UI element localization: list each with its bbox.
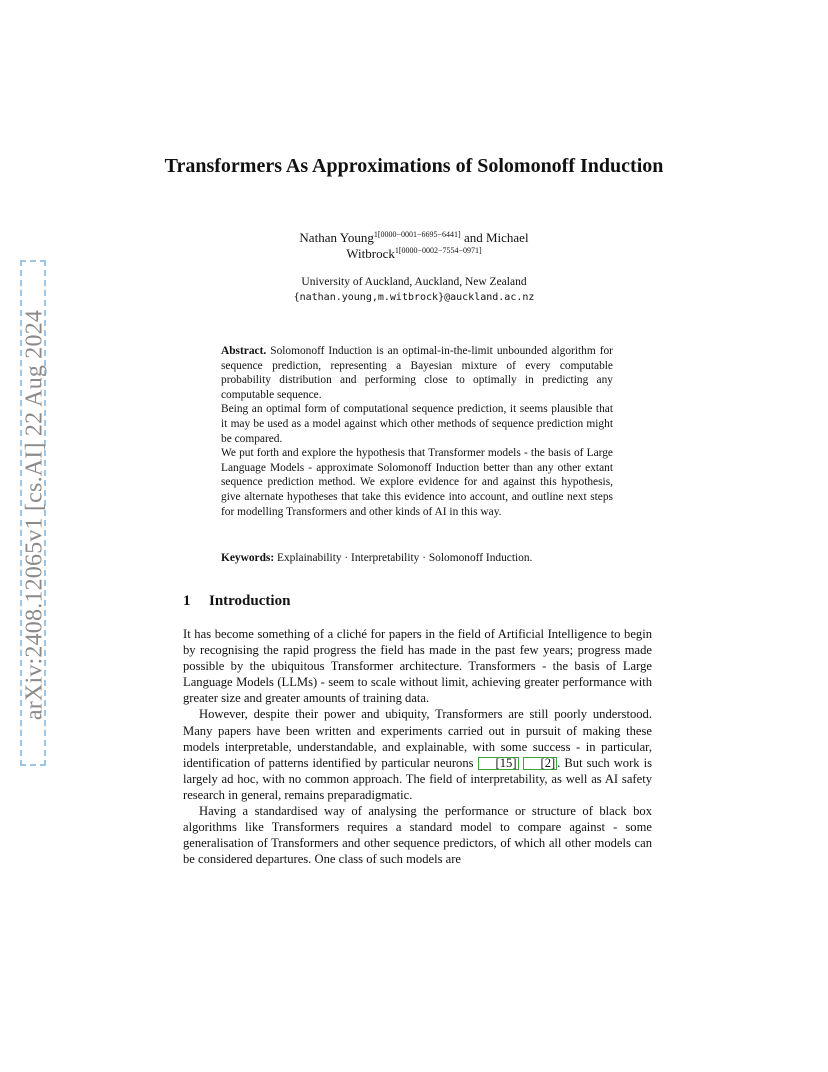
keywords	[221, 551, 613, 566]
author-connector: and Michael	[460, 230, 529, 245]
author-orcid: 1[0000−0001−6695−6441]	[373, 230, 461, 239]
arxiv-stamp	[20, 260, 46, 766]
abstract-paragraph: Solomonoff Induction is an optimal-in-the-limit unbounded algorithm for sequence prediction, representing a Bayesian mixture of every computable probability distribution and performing close to optimally in predicting any computable sequence.	[221, 345, 613, 401]
affiliation-institution: University of Auckland, Auckland, New Zealand	[301, 276, 527, 288]
section-title: Introduction	[209, 593, 291, 609]
body-paragraph	[183, 706, 652, 803]
section-number: 1	[183, 593, 191, 609]
affiliation	[200, 275, 628, 305]
citation-link[interactable]: [2]	[523, 757, 558, 770]
keywords-label: Keywords:	[221, 552, 275, 564]
author-email: {nathan.young,m.witbrock}@auckland.ac.nz	[293, 292, 535, 303]
body-text: . But such work is largely ad hoc, with no common approach. The field of interpretability, as well as AI safety research in general, remains preparadigmatic.	[183, 755, 652, 802]
paper-title: Transformers As Approximations of Solomonoff Induction	[164, 155, 664, 177]
abstract-paragraph: Being an optimal form of computational sequence prediction, it seems plausible that it may be used as a model against which other methods of sequence prediction might be compared.	[221, 403, 613, 445]
author-name: Nathan Young	[299, 230, 374, 245]
section-heading	[183, 591, 290, 611]
arxiv-identifier: arXiv:2408.12065v1 [cs.AI] 22 Aug 2024	[21, 309, 48, 721]
section-body	[183, 626, 652, 867]
body-paragraph: It has become something of a cliché for papers in the field of Artificial Intelligence to begin by recognising the rapid progress the field has made in the past few years; progress made possible by the ubiquitous Transformer architecture. Transformers - the basis of Large Language Models (LLMs) - seem to scale without limit, achieving greater performance with greater size and greater amounts of training data.	[183, 627, 652, 706]
author-name: Witbrock	[346, 246, 395, 261]
keywords-text: Explainability · Interpretability · Solomonoff Induction.	[277, 552, 533, 564]
abstract	[221, 344, 613, 519]
body-paragraph: Having a standardised way of analysing the performance or structure of black box algorithms like Transformers requires a standard model to compare against - some generalisation of Transformers and other sequence predictors, of which all other models can be considered departures. One class of such models are	[183, 804, 652, 867]
abstract-paragraph: We put forth and explore the hypothesis that Transformer models - the basis of Large Language Models - approximate Solomonoff Induction better than any other extant sequence prediction method. We explore evidence for and against this hypothesis, give alternate hypotheses that take this evidence into account, and outline next steps for modelling Transformers and other kinds of AI in this way.	[221, 447, 613, 518]
citation-link[interactable]: [15]	[478, 757, 519, 770]
abstract-label: Abstract.	[221, 345, 267, 357]
author-list	[200, 230, 628, 262]
author-orcid: 1[0000−0002−7554−0971]	[394, 246, 482, 255]
body-text: However, despite their power and ubiquity, Transformers are still poorly understood. Many papers have been written and experiments carried out in pursuit of making these models interpretable, understandable, and explainable, with some success - in particular, identification of patterns identified by particular neurons	[183, 707, 652, 770]
